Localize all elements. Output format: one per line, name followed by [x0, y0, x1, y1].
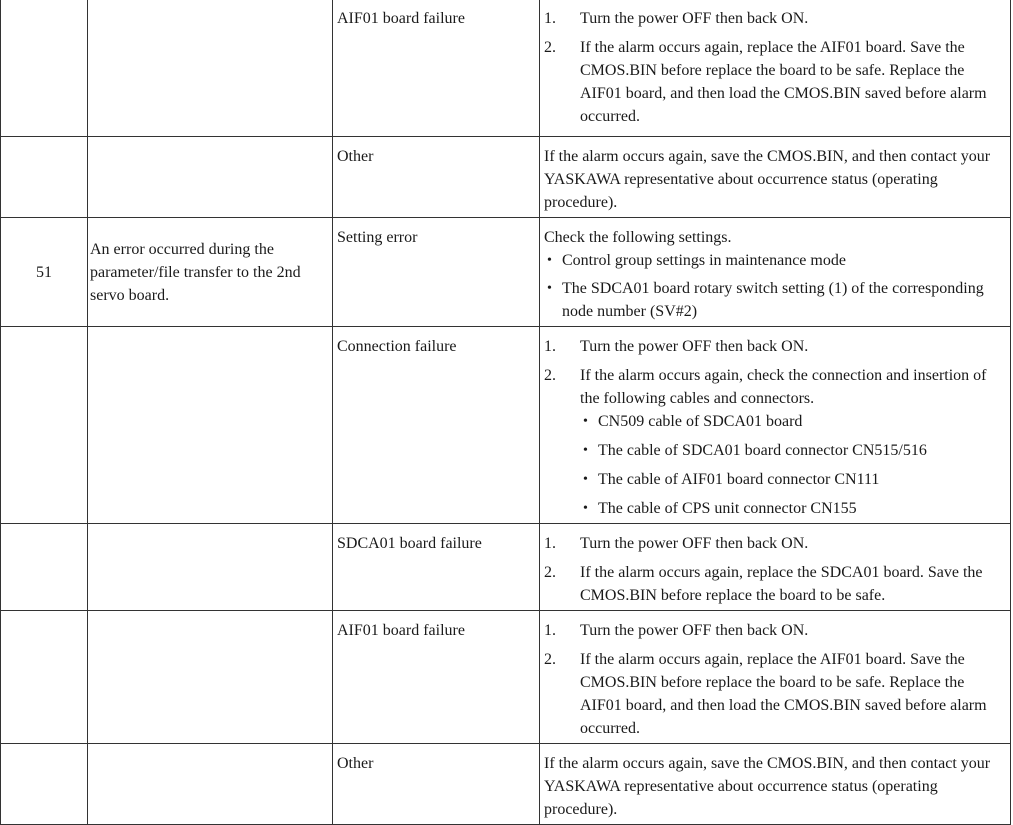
alarm-number-cell [1, 0, 88, 137]
cause-text: Other [337, 148, 374, 165]
alarm-description-cell [88, 218, 333, 327]
remedy-step: 1. Turn the power OFF then back ON. [544, 10, 809, 27]
remedy-step: 2. If the alarm occurs again, check the connection and insertion of the following cables and connectors. • CN509 cable of SDCA01 board • The cable of SDCA01 board connector CN515/516 • The cable of AIF01 board connector CN111 • The cable of CPS unit connector CN155 [544, 364, 1006, 520]
table-row [1, 744, 1011, 825]
table-row [1, 0, 1011, 137]
alarm-number-cell [1, 611, 88, 744]
remedy-steps [544, 619, 1006, 740]
alarm-description-cell [88, 611, 333, 744]
alarm-description-cell [88, 327, 333, 524]
cause-cell [333, 524, 540, 611]
alarm-description: An error occurred during the parameter/file transfer to the 2nd servo board. [90, 240, 301, 304]
remedy-step: 1. Turn the power OFF then back ON. [544, 535, 809, 552]
cause-text: Setting error [337, 229, 418, 246]
table-row [1, 137, 1011, 218]
remedy-cell [540, 218, 1011, 327]
remedy-steps [544, 335, 1006, 520]
remedy-cell [540, 611, 1011, 744]
alarm-description-cell [88, 524, 333, 611]
remedy-cell [540, 524, 1011, 611]
remedy-text: If the alarm occurs again, save the CMOS.BIN, and then contact your YASKAWA representative about occurrence status (operating procedure). [544, 148, 991, 211]
list-item: • The cable of AIF01 board connector CN111 [580, 468, 1006, 491]
remedy-cell [540, 137, 1011, 218]
cause-text: AIF01 board failure [337, 10, 465, 27]
cause-cell [333, 744, 540, 825]
cause-cell [333, 137, 540, 218]
alarm-number-cell [1, 744, 88, 825]
remedy-cell [540, 0, 1011, 137]
remedy-step: 2. If the alarm occurs again, replace the AIF01 board. Save the CMOS.BIN before replace the board to be safe. Replace the AIF01 board, and then load the CMOS.BIN saved before alarm occurred. [544, 651, 987, 737]
alarm-description-cell [88, 137, 333, 218]
alarm-number-cell [1, 327, 88, 524]
alarm-number-cell [1, 218, 88, 327]
remedy-step: 2. If the alarm occurs again, replace the AIF01 board. Save the CMOS.BIN before replace the board to be safe. Replace the AIF01 board, and then load the CMOS.BIN saved before alarm occurred. [544, 39, 987, 125]
table-row [1, 524, 1011, 611]
cause-text: SDCA01 board failure [337, 535, 482, 552]
table-row [1, 611, 1011, 744]
remedy-cell [540, 744, 1011, 825]
cause-text: Connection failure [337, 338, 457, 355]
cause-cell [333, 611, 540, 744]
cause-text: Other [337, 755, 374, 772]
list-item: • The cable of CPS unit connector CN155 [580, 497, 1006, 520]
cause-cell [333, 218, 540, 327]
table-row [1, 218, 1011, 327]
list-item: • Control group settings in maintenance mode [544, 249, 1006, 272]
remedy-intro: Check the following settings. [544, 229, 732, 246]
remedy-bullets [544, 249, 1006, 323]
remedy-steps [544, 7, 1006, 128]
cause-text: AIF01 board failure [337, 622, 465, 639]
connector-list [580, 410, 1006, 520]
remedy-step: 1. Turn the power OFF then back ON. [544, 622, 809, 639]
cause-cell [333, 327, 540, 524]
remedy-cell [540, 327, 1011, 524]
alarm-description-cell [88, 744, 333, 825]
remedy-steps [544, 532, 1006, 607]
list-item: • CN509 cable of SDCA01 board [580, 410, 1006, 433]
cause-cell [333, 0, 540, 137]
list-item: • The cable of SDCA01 board connector CN515/516 [580, 439, 1006, 462]
alarm-number-cell [1, 524, 88, 611]
alarm-description-cell [88, 0, 333, 137]
alarm-number: 51 [36, 263, 52, 281]
list-item: • The SDCA01 board rotary switch setting (1) of the corresponding node number (SV#2) [544, 277, 1006, 323]
alarm-number-cell [1, 137, 88, 218]
table-row [1, 327, 1011, 524]
remedy-text: If the alarm occurs again, save the CMOS.BIN, and then contact your YASKAWA representative about occurrence status (operating procedure). [544, 755, 991, 818]
remedy-step: 2. If the alarm occurs again, replace the SDCA01 board. Save the CMOS.BIN before replace the board to be safe. [544, 564, 983, 604]
remedy-step: 1. Turn the power OFF then back ON. [544, 338, 809, 355]
